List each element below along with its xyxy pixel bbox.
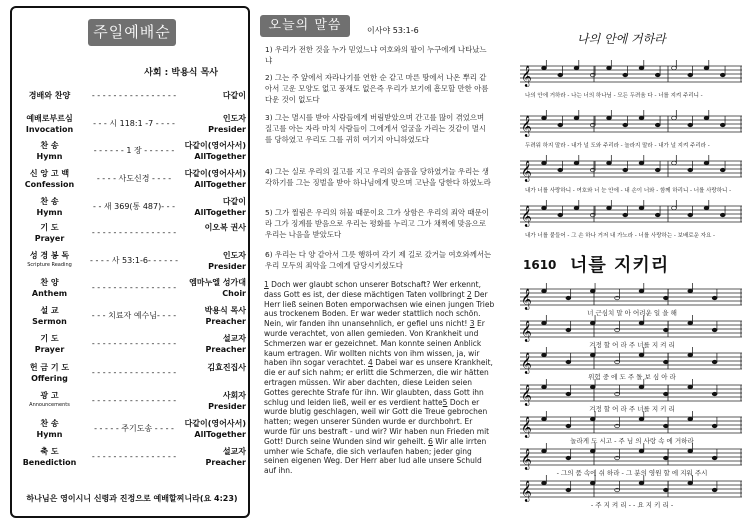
verse-number: 5 [442,397,448,407]
item-leader-en: Preacher [205,458,246,467]
music-note [558,213,563,217]
item-name-en: Prayer [34,234,65,243]
song1-title: 나의 안에 거하라 [577,32,666,46]
music-note [655,123,660,127]
item-detail: - - - - - 주기도송 - - - - [94,424,174,433]
music-note [542,116,547,120]
item-name-ko: 기 도 [40,334,59,343]
item-name-en: Invocation [25,125,74,134]
music-note [590,417,595,421]
music-note [663,424,668,428]
music-note [688,289,693,293]
svg-text:𝄞: 𝄞 [521,206,532,227]
song2-lyric-line: 겨정 할 어 라 주 너를 지 키 리 [589,405,675,413]
song2-number: 1610 [523,258,557,272]
item-detail: - - - - - - - - - - - - - - - - [91,91,177,100]
korean-verse: 4) 그는 실로 우리의 질고를 지고 우리의 슬픔을 당하였거늘 우리는 생각하기를 그는 징벌을 받아 하나님에게 맞으며 고난을 당한다 하였노라 [265,167,491,187]
music-note [590,481,595,485]
music-note [574,206,579,210]
korean-verse: 1) 우리가 전한 것을 누가 믿었느냐 여호와의 팔이 누구에게 나타났느냐 [265,45,487,65]
item-detail: - - - - - - - - - - - - - - - - [91,228,177,237]
item-leader-ko: 설교자 [222,334,246,343]
music-note [720,168,725,172]
item-name-en: Sermon [32,317,67,326]
music-note [542,66,547,70]
music-note [566,488,571,492]
music-note [688,481,693,485]
songs-panel [515,0,750,530]
music-note [566,296,571,300]
music-note [607,66,612,70]
item-leader-ko: 다같이(영어사서) [184,169,246,178]
music-note [566,328,571,332]
music-note [590,449,595,453]
music-note [590,289,595,293]
song1-staff [520,60,742,90]
item-leader-en: AllTogether [194,430,246,439]
verse-number: 4 [368,358,373,368]
music-note [639,449,644,453]
music-note [574,116,579,120]
todays-word-panel [257,6,497,518]
song1-lyric-line: 내가 너를 붙들어 - 그 손 하나 거저 내 가노라 - 너를 사랑하는 - 보배로운 자요 - [525,233,715,239]
item-detail: - - 새 369(통 487)- - - [93,202,175,211]
item-name-ko: 경배와 찬양 [28,91,71,100]
music-note [672,206,677,210]
item-name-en: Benediction [22,458,77,467]
item-leader-ko: 사회자 [222,391,246,400]
item-detail: - - - - - - - - - - - - - - - - [91,368,177,377]
item-detail: - - - - - - - - - - - - - - - - [91,339,177,348]
svg-text:𝄞: 𝄞 [521,321,532,342]
item-detail: - - - - 사도신경 - - - - [96,174,172,183]
music-note [663,360,668,364]
music-note [688,353,693,357]
verse-text: Dabei war es unsere Krankheit, die er auf sich nahm; er erlitt die Schmerzen, die wir hätten ertragen müssen. Wir aber dachten, diese Leiden seien Gottes gerechte Strafe für ihn. Wir glaubten, dass Gott ihn schlug und leiden ließ, weil er es verdient hatte [264,358,493,407]
music-note [712,392,717,396]
music-note [623,168,628,172]
item-detail: - - - 시 118:1 -7 - - - - [93,119,175,128]
song2-lyric-line: 위험 중 에 도 주 돌 보 심 아 라 [588,373,676,381]
music-note [672,116,677,120]
svg-text:𝄞: 𝄞 [521,289,532,310]
music-note [542,417,547,421]
item-name-ko: 찬 송 [40,197,59,206]
item-leader-en: AllTogether [194,208,246,217]
song2-lyric-line: 놀라게 도 시고 - 주 님 의 사랑 속 에 거하라 [570,437,694,445]
item-name-en: Announcements [29,402,70,408]
verse-number: 3 [469,319,475,329]
item-leader-en: Presider [208,125,246,134]
music-note [688,168,693,172]
music-note [542,481,547,485]
song1-lyric-line: 내가 너를 사랑하니 - 여호와 너 눈 안에 - 내 손이 너와 - 함께 하리니 - 너를 사랑하니 - [525,188,732,194]
music-note [542,385,547,389]
music-note [542,449,547,453]
item-leader-ko: 엠마누엘 성가대 [189,278,246,287]
music-note [639,321,644,325]
music-note [574,66,579,70]
music-note [639,116,644,120]
music-note [712,296,717,300]
music-note [639,66,644,70]
item-leader-en: Preacher [205,317,246,326]
music-note [558,123,563,127]
item-name-ko: 헌 금 기 도 [29,363,70,372]
music-note [566,360,571,364]
music-note [639,206,644,210]
song2-lyric-line: 겨정 할 어 라 주 너를 지 켜 리 [589,341,675,349]
music-note [607,116,612,120]
korean-verse: 5) 그가 찔림은 우리의 허물 때문이요 그가 상함은 우리의 죄악 때문이라 그가 징계를 받음으로 우리는 평화를 누리고 그가 채찍에 맞음으로 우리는 나음을 받았도다 [265,208,489,239]
item-name-en: Offering [31,374,68,383]
verse-number: 1 [264,280,269,289]
item-leader-en: AllTogether [194,180,246,189]
item-leader-ko: 다같이 [222,197,246,206]
worship-order-panel [10,6,250,518]
item-name-ko: 찬 양 [40,278,59,287]
verse-text: Doch er wurde blutig geschlagen, weil wir Gott die Treue gebrochen hatten; wegen unserer Sünden wurde er durchbohrt. Er wurde für uns bestraft - und wir? Wir haben nun Frieden mit Gott! Durch seine Wunden sind wir geheilt. [264,397,490,446]
item-leader-ko: 인도자 [222,251,246,260]
music-note [566,424,571,428]
item-leader-en: AllTogether [194,152,246,161]
music-note [663,488,668,492]
svg-text:𝄞: 𝄞 [521,417,532,438]
item-leader-en: Presider [208,262,246,271]
svg-text:𝄞: 𝄞 [521,385,532,406]
music-note [542,206,547,210]
item-name-en: Prayer [34,345,65,354]
item-leader-ko: 박용식 목사 [204,306,246,315]
music-note [704,116,709,120]
music-note [639,417,644,421]
item-detail: - - - - - - - - - - - - - - - - [91,452,177,461]
german-passage [264,280,496,476]
music-note [688,417,693,421]
music-note [720,73,725,77]
song2-lyric-line: 너 근심치 말 아 어려운 일 을 해 [587,309,677,317]
item-leader-ko: 다같이(영어사서) [184,141,246,150]
song1-lyric-line: 두려워 하지 말라 - 내가 널 도와 주리라 - 놀라지 말라 - 내가 널 지켜 주리라 - [525,143,710,149]
item-detail: - - - 치료자 예수님- - - - [91,311,177,320]
todays-word-title: 오늘의 말씀 [260,15,350,37]
item-leader-ko: 설교자 [222,447,246,456]
music-note [590,321,595,325]
presider-line: 사회 : 박용식 목사 [144,68,218,78]
item-name-en: Confession [24,180,75,189]
music-note [623,123,628,127]
music-note [688,73,693,77]
item-leader-ko: 다같이(영어사서) [184,419,246,428]
item-leader-ko: 김효진집사 [207,363,246,372]
music-note [590,353,595,357]
worship-footer-verse: 하나님은 영이시니 신령과 진정으로 예배할찌니라(요 4:23) [26,494,238,503]
music-note [663,456,668,460]
music-note [655,73,660,77]
item-name-ko: 예배로부르심 [26,114,73,123]
song1-staff [520,200,742,230]
music-note [672,161,677,165]
item-detail: - - - - - - - - - - - - - - - - [91,396,177,405]
music-note [663,328,668,332]
item-name-ko: 찬 송 [40,141,59,150]
verse-text: Doch wer glaubt schon unserer Botschaft? Wer erkennt, dass Gott es ist, der diese mächtigen Taten vollbringt [264,280,481,299]
item-leader-ko: 이오복 권사 [204,223,246,232]
svg-text:𝄞: 𝄞 [521,116,532,137]
item-name-ko: 기 도 [40,223,59,232]
item-name-en: Scripture Reading [27,262,72,268]
verse-number: 2 [466,289,472,299]
song2-title: 너를 지키리 [570,255,670,276]
music-note [663,392,668,396]
music-note [688,123,693,127]
item-detail: - - - - - - - - - - - - - - - - [91,283,177,292]
music-note [566,456,571,460]
music-note [542,353,547,357]
music-note [623,73,628,77]
item-leader-ko: 인도자 [222,114,246,123]
music-note [655,213,660,217]
item-name-ko: 신 앙 고 백 [29,169,70,178]
music-note [712,328,717,332]
music-note [704,66,709,70]
item-leader-en: Choir [222,289,246,298]
item-name-ko: 설 교 [40,306,59,315]
music-note [672,66,677,70]
music-note [542,289,547,293]
korean-verse: 2) 그는 주 앞에서 자라나기를 연한 순 같고 마른 땅에서 나온 뿌리 같아서 고운 모양도 없고 풍채도 없은즉 우리가 보기에 흠모할 만한 아름다운 것이 없도다 [265,73,489,104]
svg-text:𝄞: 𝄞 [521,481,532,502]
music-note [558,168,563,172]
item-leader-en: Preacher [205,345,246,354]
music-note [712,488,717,492]
item-name-ko: 찬 송 [40,419,59,428]
music-note [704,206,709,210]
scripture-reference: 이사야 53:1-6 [367,26,419,35]
item-detail: - - - - 사 53:1-6- - - - - - [90,256,178,265]
music-note [712,424,717,428]
korean-verse: 3) 그는 멸시를 받아 사람들에게 버림받았으며 간고를 많이 겪었으며 질고를 아는 자라 마치 사람들이 그에게서 얼굴을 가리는 것같이 멸시를 당하였고 우리도 그를 귀히 여기지 아니하였도다 [265,113,487,144]
music-note [639,353,644,357]
music-note [639,385,644,389]
verse-number: 6 [428,436,433,446]
music-note [655,168,660,172]
item-name-en: Anthem [31,289,68,298]
music-note [688,449,693,453]
music-note [663,296,668,300]
song1-staff [520,110,742,140]
music-note [720,213,725,217]
music-note [688,213,693,217]
music-note [574,161,579,165]
music-note [639,289,644,293]
music-note [688,385,693,389]
item-leader-en: Presider [208,402,246,411]
song2-lyric-line: - 그의 품 속에 쉬 하라 - 그 분의 영원 할 에 지워 주시 [556,469,708,477]
music-note [558,73,563,77]
item-name-en: Hymn [36,152,63,161]
worship-order-title: 주일예배순 [88,19,176,46]
song2-lyric-line: - 주 지 켜 리 - - 요 지 키 리 - [590,501,674,509]
music-note [712,456,717,460]
music-note [542,321,547,325]
music-note [639,481,644,485]
svg-text:𝄞: 𝄞 [521,66,532,87]
verse-text: Der Herr ließ seinen Boten emporwachsen wie einen jungen Trieb aus trockenem Boden. Er war weder stattlich noch schön. Nein, wir fanden ihn unansehnlich, er gefiel uns nicht! [264,289,495,329]
music-note [542,161,547,165]
item-name-ko: 축 도 [40,447,59,456]
item-name-ko: 광 고 [40,391,59,400]
music-note [639,161,644,165]
item-name-ko: 성 경 봉 독 [29,251,70,260]
music-note [607,206,612,210]
music-note [607,161,612,165]
music-note [720,123,725,127]
item-detail: - - - - - - 1 장 - - - - - - [93,146,175,155]
music-note [712,360,717,364]
korean-verse: 6) 우리는 다 양 같아서 그릇 행하여 각기 제 길로 갔거늘 여호와께서는 우리 모두의 죄악을 그에게 담당시키셨도다 [265,250,492,270]
music-note [688,321,693,325]
svg-text:𝄞: 𝄞 [521,353,532,374]
item-leader-ko: 다같이 [222,91,246,100]
verse-text: Wir alle irrten umher wie Schafe, die sich verlaufen haben; jeder ging seinen eigenen Weg. Der Herr aber lud alle unsere Schuld auf ihn. [264,436,487,476]
song1-staff [520,155,742,185]
item-name-en: Hymn [36,208,63,217]
music-note [704,161,709,165]
music-note [590,385,595,389]
svg-text:𝄞: 𝄞 [521,449,532,470]
item-name-en: Hymn [36,430,63,439]
svg-text:𝄞: 𝄞 [521,161,532,182]
music-note [566,392,571,396]
song1-lyric-line: 나의 안에 거하라 - 나는 너의 하나님 - 모든 두려움 다 - 너를 지켜 주리니 - [525,93,703,99]
verse-text: Er wurde verachtet, von allen gemieden. Von Krankheit und Schmerzen war er gezeichnet. Man konnte seinen Anblick kaum ertragen. Wir wollten nichts von ihm wissen, ja, wir haben ihn sogar verachtet. [264,319,485,368]
music-note [623,213,628,217]
